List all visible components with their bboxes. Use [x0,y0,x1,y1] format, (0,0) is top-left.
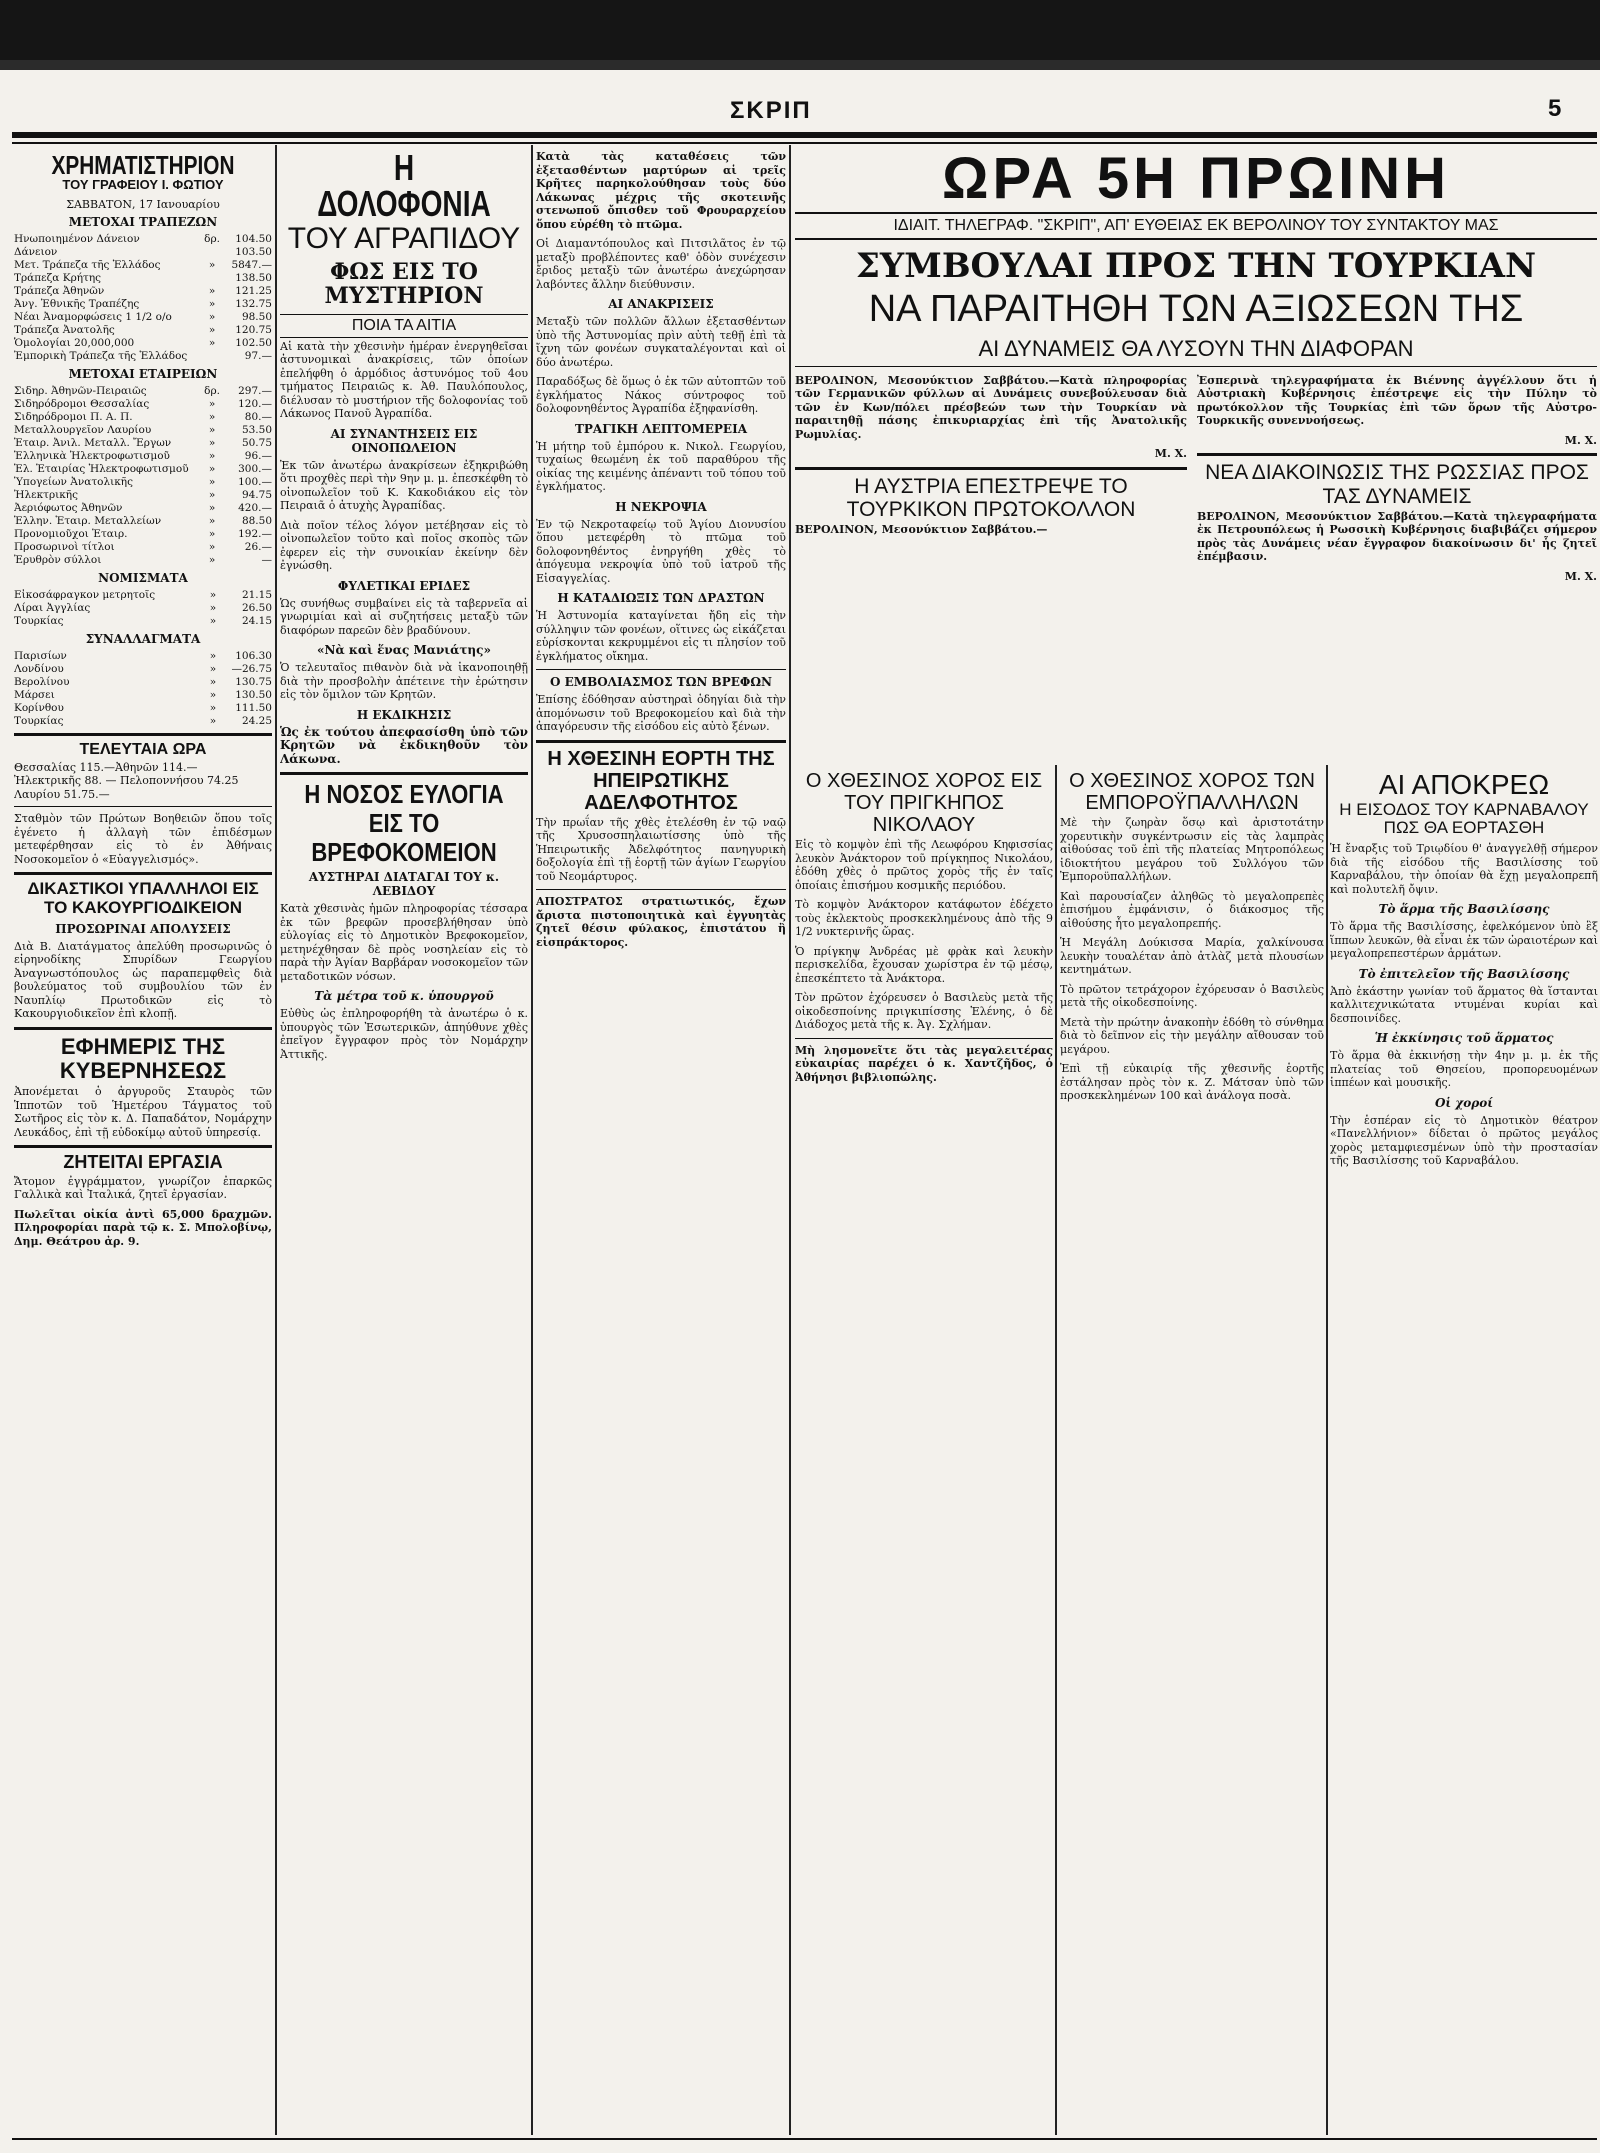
table-cell: Προνομιοῦχοι Ἑταιρ. [14,528,128,541]
table-cell: Τράπεζα Κρήτης [14,272,102,285]
banner-right [1197,372,1597,589]
prince-ball-paragraph: Τὸν πρῶτον ἐχόρευσεν ὁ Βασιλεὺς μετὰ τῆς οἰκοδεσποίνης πριγκιπίσσης Ἑλένης, ὁ δὲ Διάδοχος μετὰ τῆς κ. Ἀγ. Σχλήμαν. [795,991,1053,1031]
column-market [14,148,272,2133]
story-paragraph: Διὰ ποῖον τέλος λόγον μετέβησαν εἰς τὸ οἰνοπωλεῖον τοῦτο καὶ ποῖος σκοπὸς τῶν ἐφερεν εἰς τὴν συνοικίαν ἐκείνην δὲν ἐγνώσθη. [280,518,528,573]
table-cell: Σιδηρόδρομοι Θεσσαλίας [14,398,150,411]
table-cell: Ηνωποιημένον Δάνειον [14,233,140,246]
smallpox-subhead-2: Τὰ μέτρα τοῦ κ. ὑπουργοῦ [314,989,494,1004]
coins-table [14,589,272,628]
austria-headline: Η ΑΥΣΤΡΙΑ ΕΠΕΣΤΡΕΨΕ ΤΟ ΤΟΥΡΚΙΚΟΝ ΠΡΩΤΟΚΟΛΛΟΝ [846,474,1136,522]
table-cell: 103.50 [235,246,272,259]
table-cell: » [208,259,216,272]
table-cell: Δάνειον [14,246,58,259]
story-paragraph: Μεταξὺ τῶν πολλῶν ἄλλων ἐξετασθέντων ὑπὸ τῆς Ἀστυνομίας πρὶν αὐτὴ τεθῇ ἐπὶ τὰ ἴχνη τῶν φονέων συγκαταλέγονται καὶ οἱ δύο ἀνωτέρω. [536,315,786,369]
story-subhead: Η ΝΕΚΡΟΨΙΑ [615,499,707,514]
table-row [14,285,272,298]
table-cell: » [208,450,216,463]
last-hour-line: Λαυρίου 51.75.— [14,787,110,801]
masthead [0,95,1600,135]
story-paragraph: Ἐν τῷ Νεκροταφείῳ τοῦ Ἁγίου Διονυσίου ὅπου μετεφέρθη τὸ πτῶμα τοῦ δολοφονηθέντος ἐνηργήθη χθὲς τὸ ἀπόγευμα νεκροψία ὑπὸ τοῦ ἰατροῦ τῆς Εἰσαγγελίας. [536,517,786,585]
carnival-headline: ΑΙ ΑΠΟΚΡΕΩ [1378,770,1550,800]
table-cell: » [208,541,216,554]
table-cell: Ἀεριόφωτος Ἀθηνῶν [14,502,123,515]
divider [795,467,1187,470]
work-text: Ἄτομον ἐγγράμματον, γνωρίζον ἐπαρκῶς Γαλλικὰ καὶ Ἰταλικά, ζητεῖ ἐργασίαν. [14,1174,272,1202]
story-quote: «Νὰ καὶ ἕνας Μανιάτης» [317,643,491,658]
story-subhead: ΦΥΛΕΤΙΚΑΙ ΕΡΙΔΕΣ [337,578,471,593]
table-cell: » [208,285,216,298]
clerks-ball-headline: Ο ΧΘΕΣΙΝΟΣ ΧΟΡΟΣ ΤΩΝ ΕΜΠΟΡΟΫΠΑΛΛΗΛΩΝ [1069,770,1315,814]
banner-columns [795,372,1597,589]
russia-sign: Μ. Χ. [1564,569,1597,583]
table-cell: 138.50 [235,272,272,285]
table-row [14,554,272,567]
divider [14,1145,272,1148]
table-cell: 111.50 [235,702,272,715]
table-cell: 121.25 [235,285,272,298]
carnival-section: Τὸ ἐπιτελεῖον τῆς Βασιλίσσης [1358,966,1570,981]
table-cell: 97.— [244,350,272,363]
telegram-banner [795,146,1597,589]
story-subhead: ΤΡΑΓΙΚΗ ΛΕΠΤΟΜΕΡΕΙΑ [574,421,748,436]
russia-headline: ΝΕΑ ΔΙΑΚΟΙΝΩΣΙΣ ΤΗΣ ΡΩΣΣΙΑΣ ΠΡΟΣ ΤΑΣ ΔΥΝΑΜΕΙΣ [1205,461,1589,508]
table-cell: » [209,676,217,689]
table-cell: δρ. [204,385,220,398]
table-cell: Ἠλεκτρικῆς [14,489,78,502]
table-cell: Τράπεζα Ἀνατολῆς [14,324,115,337]
banner-subline: ΙΔΙΑΙΤ. ΤΗΛΕΓΡΑΦ. "ΣΚΡΙΠ", ΑΠ' ΕΥΘΕΙΑΣ ΕΚ ΒΕΡΟΛΙΝΟΥ ΤΟΥ ΣΥΝΤΑΚΤΟΥ ΜΑΣ [795,212,1597,240]
table-cell: » [208,463,216,476]
story-paragraph: Ἐπίσης ἐδόθησαν αὐστηραὶ ὁδηγίαι διὰ τὴν ἀπομόνωσιν τοῦ Βρεφοκομείου καὶ διὰ τὴν ἀπαγόρευσιν τῆς εἰσόδου εἰς αὐτὸ ξένων. [536,693,786,733]
table-row [14,298,272,311]
table-row [14,272,272,285]
table-cell: 300.— [238,463,272,476]
clerks-ball-paragraph: Καὶ παρουσίαζεν ἀληθῶς τὸ μεγαλοπρεπὲς ἐπισήμου ἐμφάνισιν, ὁ διάκοσμος τῆς αἰθούσης ἦτο μεγαλοπρεπής. [1060,889,1324,930]
masthead-title: ΣΚΡΙΠ [730,97,812,124]
column-carnival [1330,770,1598,2130]
companies-table [14,385,272,567]
table-cell: 96.— [244,450,272,463]
judicial-heading: ΔΙΚΑΣΤΙΚΟΙ ΥΠΑΛΛΗΛΟΙ ΕΙΣ ΤΟ ΚΑΚΟΥΡΓΙΟΔΙΚΕΙΟΝ [27,879,259,918]
table-cell [204,350,220,363]
table-cell: » [209,602,217,615]
banner-left [795,372,1187,589]
clerks-ball-paragraph: Μὲ τὴν ζωηρὰν ὅσῳ καὶ ἀριστοτάτην χορευτικὴν συγκέντρωσιν εἰς τὰς λαμπρὰς αἰθούσας τοῦ ἐπὶ τῆς πλατείας Μητροπόλεως ἰδιοκτήτου μεγάρου τοῦ Συλλόγου τῶν Ἐμποροϋπαλλήλων. [1060,816,1324,883]
table-cell: Σιδηρόδρομοι Π. Α. Π. [14,411,133,424]
table-row [14,324,272,337]
divider [795,1038,1053,1039]
story-subhead: Ο ΕΜΒΟΛΙΑΣΜΟΣ ΤΩΝ ΒΡΕΦΩΝ [550,675,772,689]
last-hour-heading: ΤΕΛΕΥΤΑΙΑ ΩΡΑ [79,741,207,759]
coins-heading: ΝΟΜΙΣΜΑΤΑ [98,571,188,586]
table-row [14,602,272,615]
table-cell: Ἑταιρ. Ἀνιλ. Μεταλλ. Ἔργων [14,437,172,450]
table-row [14,528,272,541]
table-row [14,424,272,437]
masthead-rule-thin [12,142,1597,144]
column-prince-ball [795,770,1053,2130]
table-cell: Τουρκίας [14,615,64,628]
divider [14,806,272,807]
work-heading: ΖΗΤΕΙΤΑΙ ΕΡΓΑΣΙΑ [63,1152,223,1173]
divider [280,772,528,775]
table-cell: » [208,528,216,541]
clerks-ball-paragraph: Ἡ Μεγάλη Δούκισσα Μαρία, χαλκίνουσα λευκὴν τουαλέταν ἀπὸ ἀτλὰζ μετὰ πλουσίων κεντημάτων. [1060,936,1324,976]
table-cell: Ἑλ. Ἑταιρίας Ἠλεκτροφωτισμοῦ [14,463,189,476]
prince-ball-headline: Ο ΧΘΕΣΙΝΟΣ ΧΟΡΟΣ ΕΙΣ ΤΟΥ ΠΡΙΓΚΗΠΟΣ ΝΙΚΟΛΑΟΥ [805,770,1043,836]
smallpox-headline: Η ΝΟΣΟΣ ΕΥΛΟΓΙΑ ΕΙΣ ΤΟ ΒΡΕΦΟΚΟΜΕΙΟΝ [304,779,504,867]
table-row [14,450,272,463]
table-cell: 130.50 [235,689,272,702]
table-cell: 102.50 [235,337,272,350]
austria-text: ΒΕΡΟΛΙΝΟΝ, Μεσονύκτιον Σαββάτου.— [795,523,1048,537]
smallpox-paragraph: Κατὰ χθεσινὰς ἡμῶν πληροφορίας τέσσαρα ἐκ τῶν βρεφῶν προσεβλήθησαν ὑπὸ εὐλογίας εἰς τὸ Δημοτικὸν Βρεφοκομεῖον, μετηνέχθησαν δὲ πρὸς νοσηλείαν εἰς τὸ παρὰ τὴν Ἁγίαν Βαρβάραν νοσοκομεῖον τῶν μεταδοτικῶν νόσων. [280,902,528,983]
banner-right-text: Ἐσπερινὰ τηλεγραφήματα ἐκ Βιέννης ἀγγέλλουν ὅτι ἡ Αὐστριακὴ Κυβέρνησις ἐπέστρεψε εἰς τὴν Πύλην τὸ πρωτόκολλον τῆς Τουρκίας ἐπὶ τῶν ὅρων τῆς Αὐστρο-Τουρκικῆς συνεννοήσεως. [1197,373,1597,428]
table-cell: Εἰκοσάφραγκον μετρητοῖς [14,589,156,602]
story-paragraph: Ὡς ἐκ τούτου ἀπεφασίσθη ὑπὸ τῶν Κρητῶν νὰ ἐκδικηθοῦν τὸν Λάκωνα. [280,724,528,766]
table-cell: Προσωρινοὶ τίτλοι [14,541,115,554]
table-cell: Λονδίνου [14,663,64,676]
column-divider [789,145,791,2135]
gov-gazette-heading: ΕΦΗΜΕΡΙΣ ΤΗΣ ΚΥΒΕΡΝΗΣΕΩΣ [59,1033,227,1083]
table-row [14,385,272,398]
table-cell: » [209,663,217,676]
masthead-rule [12,132,1597,138]
table-cell: 297.— [238,385,272,398]
table-cell: 100.— [238,476,272,489]
story-paragraph: Κατὰ τὰς καταθέσεις τῶν ἐξετασθέντων μαρτύρων αἱ τρεῖς Κρῆτες παρηκολούθησαν τοὺς δύο Λάκωνας μέχρις τῆς σκοτεινῆς στενωποῦ ὄπισθεν τοῦ Φρουραρχείου ὅπου εὑρέθη τὸ πτῶμα. [536,150,786,231]
table-cell: 132.75 [235,298,272,311]
table-cell: » [209,615,217,628]
story-paragraph: Παραδόξως δὲ ὅμως ὁ ἐκ τῶν αὐτοπτῶν τοῦ ἐγκλήματος Νάκος σύντροφος τοῦ δολοφονηθέντος Ἀγραπίδα ἐξηφανίσθη. [536,375,786,415]
carnival-section: Ἡ ἐκκίνησις τοῦ ἅρματος [1374,1031,1554,1046]
table-cell: Ὁμολογίαι 20,000,000 [14,337,135,350]
story-subhead: Η ΚΑΤΑΔΙΩΞΙΣ ΤΩΝ ΔΡΑΣΤΩΝ [557,591,765,605]
banks-heading: ΜΕΤΟΧΑΙ ΤΡΑΠΕΖΩΝ [68,215,218,230]
clerks-ball-paragraph: Ἐπὶ τῇ εὐκαιρίᾳ τῆς χθεσινῆς ἑορτῆς ἐστάλησαν πρὸς τὸν κ. Ζ. Μάτσαν ὑπὸ τῶν προσκεκλημένων 100 καὶ ἀνάλογα ποσὰ. [1060,1062,1324,1102]
table-cell: » [209,589,217,602]
column-clerks-ball [1060,770,1324,2130]
table-row [14,650,272,663]
table-cell: » [208,411,216,424]
table-row [14,515,272,528]
divider [536,889,786,890]
table-cell: 104.50 [235,233,272,246]
carnival-paragraph: Ἡ ἔναρξις τοῦ Τριῳδίου θ' ἀναγγελθῇ σήμερον διὰ τῆς εἰσόδου τῆς Βασιλίσσης τοῦ Καρναβάλου, τὴν ὁποίαν θὰ ἔχῃ μεγαλοπρεπῆ καὶ πολυτελῆ ὄψιν. [1330,842,1598,896]
table-cell: 5847.— [231,259,272,272]
table-cell: 106.30 [235,650,272,663]
table-row [14,337,272,350]
table-cell: Τράπεζα Ἀθηνῶν [14,285,105,298]
divider [536,740,786,743]
prince-ball-paragraph: Εἰς τὸ κομψὸν ἐπὶ τῆς Λεωφόρου Κηφισσίας λευκὸν Ἀνάκτορον τοῦ πρίγκηπος Νικολάου, ἐδόθη χθὲς ὁ πρῶτος χορὸς τῆς ἐν ταῖς ὁποίαις ἐπισήμου κοσμικῆς περιόδου. [795,838,1053,892]
banner-left-sign: Μ. Χ. [1154,447,1187,461]
fx-table [14,650,272,728]
bottom-rule [12,2138,1597,2140]
clerks-ball-paragraph: Μετὰ τὴν πρώτην ἀνακοπὴν ἐδόθη τὸ σύνθημα διὰ τὸ δεῖπνον εἰς τὴν μεγάλην αἴθουσαν τοῦ μεγάρου. [1060,1015,1324,1056]
table-cell: 94.75 [241,489,272,502]
divider [536,669,786,670]
table-cell: Ἐρυθρὸν σύλλοι [14,554,102,567]
story-headline-2: ΤΟΥ ΑΓΡΑΠΙΔΟΥ [287,222,521,255]
carnival-subhead-2: ΠΩΣ ΘΑ ΕΟΡΤΑΣΘΗ [1383,818,1545,838]
divider [14,872,272,875]
table-row [14,233,272,246]
table-cell: 26.50 [241,602,272,615]
table-cell: Κορίνθου [14,702,64,715]
table-cell: 21.15 [241,589,272,602]
carnival-paragraph: Ἀπὸ ἑκάστην γωνίαν τοῦ ἅρματος θὰ ἵστανται καλλιτεχνικώτατα ντυμέναι κυρίαι καὶ δεσποινίδες. [1330,984,1598,1025]
table-cell: Μάρσει [14,689,55,702]
table-row [14,437,272,450]
story-paragraph: Ὡς συνήθως συμβαίνει εἰς τὰ ταβερνεῖα αἱ γνωριμίαι καὶ αἱ συζητήσεις μεταξὺ τῶν διαφόρων παρεῶν δὲν βραδύνουν. [280,596,528,637]
table-cell: Ὑπογείων Ἀνατολικῆς [14,476,133,489]
divider [1197,453,1597,456]
table-row [14,463,272,476]
table-cell: Ἑλλην. Ἑταιρ. Μεταλλείων [14,515,162,528]
table-cell: Βερολίνου [14,676,70,689]
table-cell: » [208,515,216,528]
story-paragraph: Οἱ Διαμαντόπουλος καὶ Πιτσιλᾶτος ἐν τῷ μεταξὺ προβλέποντες καθ' ὁδὸν συνέχεσιν ἔριδος μεταξὺ τῶν ἀνωτέρω ἀνεχώρησαν λαβόντες ἄλλην διεύθυνσιν. [536,237,786,291]
story-paragraph: Ἐκ τῶν ἀνωτέρω ἀνακρίσεων ἐξηκριβώθη ὅτι προχθὲς περὶ τὴν 9ην μ. μ. ἐπεσκέφθη τὸ οἰνοπωλεῖον τοῦ Κ. Κακοδιάκου εἰς τὸν Πειραιᾶ ὁ ἀτυχὴς Ἀγραπίδας. [280,458,528,513]
table-cell: —26.75 [231,663,272,676]
market-date: ΣΑΒΒΑΤΟΝ, 17 Ιανουαρίου [66,198,220,212]
prince-ball-paragraph: Ὁ πρίγκηψ Ἀνδρέας μὲ φρὰκ καὶ λευκὴν περισκελίδα, ἔχουσαν χωρίστρα ἐν τῷ μέσῳ, ἐπεσκέπτετο τὰ Ἀνάκτορα. [795,944,1053,985]
column-divider [1326,765,1328,2135]
table-cell: 192.— [238,528,272,541]
story-paragraph: Ἡ μήτηρ τοῦ ἐμπόρου κ. Νικολ. Γεωργίου, τυχαίως θεωμένη ἐκ τοῦ παραθύρου τῆς οἰκίας της κειμένης ἀπέναντι τοῦ τόπου τοῦ ἐγκλήματος. [536,439,786,493]
banner-h2: ΝΑ ΠΑΡΑΙΤΗΘΗ ΤΩΝ ΑΞΙΩΣΕΩΝ ΤΗΣ [868,287,1524,330]
russia-text: ΒΕΡΟΛΙΝΟΝ, Μεσονύκτιον Σαββάτου.—Κατὰ τηλεγραφήματα ἐκ Πετρουπόλεως ἡ Ρωσσικὴ Κυβέρνησις διαβιβάζει σήμερον πρὸς τὰς Δυνάμεις νέαν ἔγγραφον διακοίνωσιν δι' ἧς ζητεῖ ἐπέμβασιν. [1197,509,1597,564]
last-hour-line: Θεσσαλίας 115.—Ἀθηνῶν 114.— [14,760,198,774]
prince-ball-paragraph: Τὸ κομψὸν Ἀνάκτορον κατάφωτον ἐδέχετο τοὺς ἐκλεκτοὺς προσκεκλημένους ἀπὸ τῆς 9 1/2 νυκτερινῆς ὥρας. [795,898,1053,938]
table-cell: Μετ. Τράπεζα τῆς Ἑλλάδος [14,259,161,272]
table-row [14,715,272,728]
table-row [14,615,272,628]
divider [14,733,272,736]
table-cell: Ἑλληνικὰ Ἠλεκτροφωτισμοῦ [14,450,170,463]
table-cell: » [208,311,216,324]
table-cell: » [208,298,216,311]
table-cell: 98.50 [241,311,272,324]
table-row [14,589,272,602]
classified-ad: ΑΠΟΣΤΡΑΤΟΣ στρατιωτικός, ἔχων ἄριστα πιστοποιητικὰ καὶ ἐγγυητὰς ζητεῖ θέσιν φύλακος, ἐπιστάτου ἢ εἰσπράκτορος. [536,895,786,949]
table-cell: » [209,715,217,728]
table-row [14,311,272,324]
smallpox-paragraph: Εὐθὺς ὡς ἐπληροφορήθη τὰ ἀνωτέρω ὁ κ. ὑπουργὸς τῶν Ἐσωτερικῶν, ἀπηύθυνε χθὲς ἐπεῖγον ἔγγραφον πρὸς τὸν Νομάρχην Ἀττικῆς. [280,1007,528,1061]
carnival-paragraph: Τὸ ἅρμα θὰ ἐκκινήσῃ τὴν 4ην μ. μ. ἐκ τῆς πλατείας τοῦ Θησείου, προπορευομένων ἱππέων καὶ μουσικῆς. [1330,1049,1598,1090]
story-subhead: ΑΙ ΑΝΑΚΡΙΣΕΙΣ [608,297,714,311]
table-cell: » [208,489,216,502]
table-row [14,541,272,554]
bookshop-ad: Μὴ λησμονεῖτε ὅτι τὰς μεγαλειτέρας εὐκαιρίας παρέχει ὁ κ. Χαντζῆδος, ὁ Ἀθήνησι βιβλιοπώλης. [795,1043,1053,1084]
market-title: ΧΡΗΜΑΤΙΣΤΗΡΙΟΝ [51,150,235,180]
story-deck: ΦΩΣ ΕΙΣ ΤΟ ΜΥΣΤΗΡΙΟΝ [324,259,484,310]
column-divider [275,145,277,2135]
table-cell: » [209,702,217,715]
table-cell: Ἐμπορικὴ Τράπεζα τῆς Ἑλλάδος [14,350,188,363]
carnival-section: Τὸ ἅρμα τῆς Βασιλίσσης [1378,902,1550,917]
table-row [14,663,272,676]
table-cell: » [208,337,216,350]
gov-gazette-text: Ἀπονέμεται ὁ ἀργυροῦς Σταυρὸς τῶν Ἱπποτῶν τοῦ Ἡμετέρου Τάγματος τοῦ Σωτῆρος εἰς τὸν κ. Δ. Παπαδάτον, Νομάρχην Λευκάδος, ἐπὶ τῇ εὐδοκίμῳ αὐτοῦ ὑπηρεσίᾳ. [14,1085,272,1139]
table-row [14,259,272,272]
story-section: ΠΟΙΑ ΤΑ ΑΙΤΙΑ [280,314,528,338]
judicial-subheading: ΠΡΟΣΩΡΙΝΑΙ ΑΠΟΛΥΣΕΙΣ [55,921,231,936]
column-murder-continued [536,148,786,2133]
carnival-paragraph: Τὸ ἅρμα τῆς Βασιλίσσης, ἐφελκόμενον ὑπὸ ἓξ ἵππων λευκῶν, θὰ εἶναι ἐκ τῶν ὡραιοτέρων καὶ μεγαλοπρεπεστέρων ἁρμάτων. [1330,920,1598,961]
scan-top-band [0,0,1600,70]
page-number: 5 [1548,95,1562,122]
divider [795,366,1597,367]
banner-headline: ΩΡΑ 5Η ΠΡΩΙΝΗ [941,146,1451,211]
last-hour-line: Ἠλεκτρικῆς 88. — Πελοποννήσου 74.25 [14,774,239,788]
table-row [14,489,272,502]
carnival-subhead: Η ΕΙΣΟΔΟΣ ΤΟΥ ΚΑΡΝΑΒΑΛΟΥ [1339,799,1589,819]
story-subhead: ΑΙ ΣΥΝΑΝΤΗΣΕΙΣ ΕΙΣ ΟΙΝΟΠΩΛΕΙΟΝ [330,426,478,455]
story-subhead: Η ΕΚΔΙΚΗΣΙΣ [356,707,452,722]
column-divider [1055,765,1057,2135]
table-cell: Τουρκίας [14,715,64,728]
table-cell: Σιδηρ. Ἀθηνῶν-Πειραιῶς [14,385,147,398]
divider [14,1027,272,1030]
table-cell: 130.75 [235,676,272,689]
table-cell [204,272,220,285]
table-cell: 50.75 [241,437,272,450]
table-cell: 80.— [244,411,272,424]
table-cell: Μεταλλουργεῖον Λαυρίου [14,424,152,437]
table-row [14,246,272,259]
epirus-paragraph: Τὴν πρωΐαν τῆς χθὲς ἐτελέσθη ἐν τῷ ναῷ τῆς Χρυσοσπηλαιωτίσσης ὑπὸ τῆς Ἡπειρωτικῆς Ἀδελφότητος πανηγυρικὴ δοξολογία ἐπὶ τῇ ἑορτῇ τῶν ἁγίων Γεωργίου τοῦ Νεομάρτυρος. [536,815,786,883]
companies-heading: ΜΕΤΟΧΑΙ ΕΤΑΙΡΕΙΩΝ [68,367,218,382]
table-cell: » [208,476,216,489]
table-row [14,350,272,363]
table-row [14,676,272,689]
carnival-section: Οἱ χοροί [1434,1095,1494,1110]
table-cell: 88.50 [241,515,272,528]
story-paragraph: Αἱ κατὰ τὴν χθεσινὴν ἡμέραν ἐνεργηθεῖσαι ἀστυνομικαὶ ἀνακρίσεις, τῶν ὁποίων ἐπελήφθη ὁ ἁρμόδιος ἀστυνόμος τοῦ 4ου τμήματος Πειραιῶς κ. Ἀθ. Παυλόπουλος, διέλυσαν τὸ μυστήριον τῆς δολοφονίας τοῦ Λάκωνος Πανοῦ Ἀγραπίδα. [280,339,528,421]
table-cell: Νέαι Ἀναμορφώσεις 1 1/2 ο/ο [14,311,172,324]
table-cell: — [261,554,272,567]
last-hour-text: Σταθμὸν τῶν Πρώτων Βοηθειῶν ὅπου τοῖς ἐγένετο ἡ ἀλλαγὴ τῶν ἐπιδέσμων μετεφέρθησαν εἰς τὸ ἐν Ἀθήναις Νοσοκομεῖον ὁ «Εὐαγγελισμός». [14,812,272,866]
table-cell: 120.— [238,398,272,411]
table-cell: » [208,502,216,515]
banner-left-text: ΒΕΡΟΛΙΝΟΝ, Μεσονύκτιον Σαββάτου.—Κατὰ πληροφορίας τῶν Γερμανικῶν φύλλων αἱ Δυνάμεις συνεβούλευσαν διὰ τῶν ἐν Κων/πόλει πρέσβεών των τὴν Τουρκίαν νὰ παραιτηθῇ πάσης ἐπικυριαρχίας ἐπὶ τῆς Ἀνατολικῆς Ρωμυλίας. [795,373,1187,441]
classified-ad: Πωλεῖται οἰκία ἀντὶ 65,000 δραχμῶν. Πληροφορίαι παρὰ τῷ κ. Σ. Μπολοβίνῳ, Δημ. Θεάτρου ἀρ. 9. [14,1207,272,1248]
table-row [14,702,272,715]
table-cell: 420.— [238,502,272,515]
epirus-headline: Η ΧΘΕΣΙΝΗ ΕΟΡΤΗ ΤΗΣ ΗΠΕΙΡΩΤΙΚΗΣ ΑΔΕΛΦΟΤΗΤΟΣ [547,747,775,814]
fx-heading: ΣΥΝΑΛΛΑΓΜΑΤΑ [85,632,201,647]
banner-h3: ΑΙ ΔΥΝΑΜΕΙΣ ΘΑ ΛΥΣΟΥΝ ΤΗΝ ΔΙΑΦΟΡΑΝ [978,335,1414,361]
column-divider [531,145,533,2135]
market-subtitle: ΤΟΥ ΓΡΑΦΕΙΟΥ Ι. ΦΩΤΙΟΥ [62,177,224,192]
table-cell [204,246,220,259]
table-row [14,411,272,424]
table-cell: » [208,324,216,337]
story-headline: Η ΔΟΛΟΦΟΝΙΑ [317,148,491,224]
table-cell: Παρισίων [14,650,67,663]
table-cell: 53.50 [241,424,272,437]
banner-right-sign: Μ. Χ. [1564,433,1597,447]
table-cell: » [209,650,217,663]
banks-table [14,233,272,363]
banner-h1: ΣΥΜΒΟΥΛΑΙ ΠΡΟΣ ΤΗΝ ΤΟΥΡΚΙΑΝ [855,245,1537,286]
table-cell: 120.75 [235,324,272,337]
table-cell: » [208,437,216,450]
smallpox-subhead: ΑΥΣΤΗΡΑΙ ΔΙΑΤΑΓΑΙ ΤΟΥ κ. ΛΕΒΙΔΟΥ [308,870,500,899]
story-paragraph: Ὁ τελευταῖος πιθανὸν διὰ νὰ ἱκανοποιηθῇ διὰ τὴν προσβολὴν ἀπέτεινε τὴν ἐρώτησιν εἰς τὸν ὅμιλον τῶν Κρητῶν. [280,661,528,702]
table-cell: » [208,554,216,567]
table-cell: 24.25 [241,715,272,728]
clerks-ball-paragraph: Τὸ πρῶτον τετράχορον ἐχόρευσαν ὁ Βασιλεὺς μετὰ τῆς οἰκοδεσποίνης. [1060,982,1324,1009]
table-cell: » [208,398,216,411]
table-row [14,689,272,702]
judicial-text: Διὰ Β. Διατάγματος ἀπελύθη προσωρινῶς ὁ εἰρηνοδίκης Σπυρίδων Γεωργίου Ἀναγνωστόπουλος ὡς παραπεμφθεὶς διὰ βουλεύματος τοῦ συμβουλίου τῶν ἐν Ναυπλίῳ Πρωτοδικῶν εἰς τὸ Κακουργιοδικεῖον ἐπὶ κλοπῇ. [14,939,272,1021]
table-cell: Ἀνγ. Ἐθνικῆς Τραπέζης [14,298,140,311]
table-cell: 24.15 [241,615,272,628]
column-murder-story [280,148,528,2133]
table-cell: » [209,689,217,702]
table-cell: Λίραι Ἀγγλίας [14,602,91,615]
table-cell: » [208,424,216,437]
carnival-paragraph: Τὴν ἑσπέραν εἰς τὸ Δημοτικὸν θέατρον «Πανελλήνιον» δίδεται ὁ πρῶτος μεγάλος χορὸς μεταμφιεσμένων ὑπὸ τὴν προστασίαν τῆς Βασιλίσσης τοῦ Καρναβάλου. [1330,1113,1598,1168]
story-paragraph: Ἡ Ἀστυνομία καταγίνεται ἤδη εἰς τὴν σύλληψιν τῶν φονέων, οἵτινες ὡς εἰκάζεται εὑρίσκονται κεκρυμμένοι εἰς τι πλησίον τοῦ ἐγκλήματος οἴκημα. [536,609,786,663]
table-row [14,398,272,411]
table-cell: δρ. [204,233,220,246]
table-cell: 26.— [244,541,272,554]
table-row [14,476,272,489]
table-row [14,502,272,515]
